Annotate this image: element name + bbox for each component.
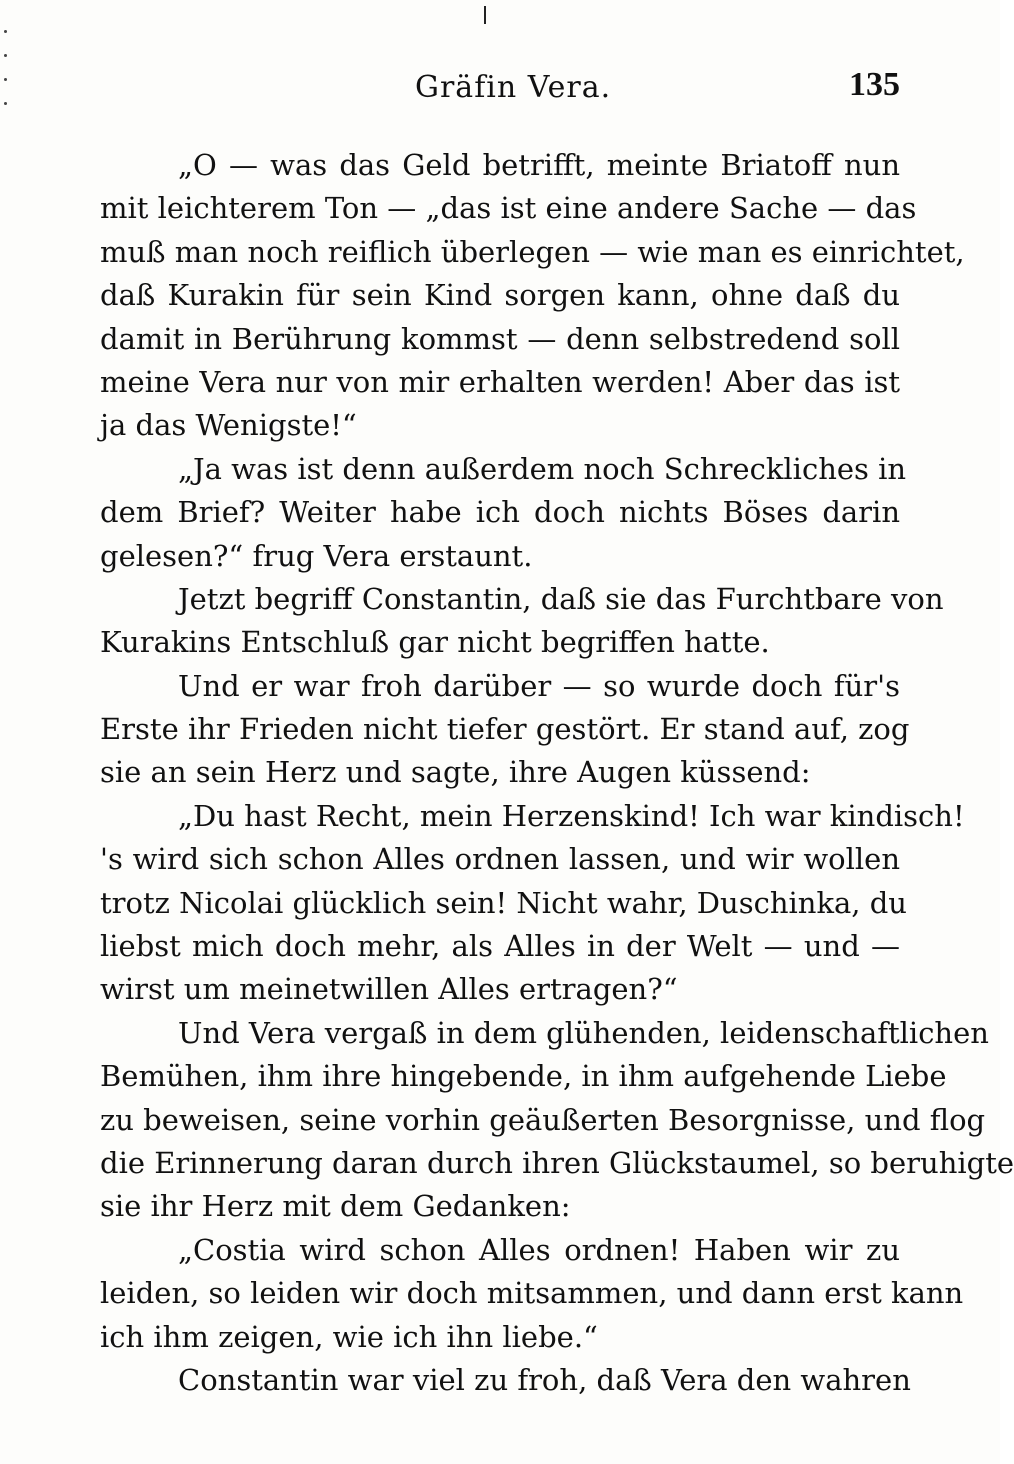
text-line: Constantin war viel zu froh, daß Vera den wahren [178,1362,911,1397]
text-line: „Costia wird schon Alles ordnen! Haben wir zu [178,1232,900,1267]
text-line: „Du hast Recht, mein Herzenskind! Ich war kindisch! [178,798,965,833]
left-margin-specks [0,0,12,140]
text-line: Bemühen, ihm ihre hingebende, in ihm aufgehende Liebe [100,1059,947,1094]
text-line: gelesen?“ frug Vera erstaunt. [100,538,533,573]
text-line: meine Vera nur von mir erhalten werden! Aber das ist [100,364,900,399]
text-line: zu beweisen, seine vorhin geäußerten Besorgnisse, und flog [100,1102,986,1137]
text-line: liebst mich doch mehr, als Alles in der Welt — und — [100,929,900,964]
text-line: mit leichterem Ton — „das ist eine andere Sache — das [100,191,917,226]
text-line: sie an sein Herz und sagte, ihre Augen küssend: [100,755,811,790]
text-line: sie ihr Herz mit dem Gedanken: [100,1189,571,1224]
text-line: dem Brief? Weiter habe ich doch nichts Böses darin [100,495,900,530]
text-line: ich ihm zeigen, wie ich ihn liebe.“ [100,1319,598,1354]
text-line: damit in Berührung kommst — denn selbstredend soll [100,321,900,356]
text-line: „Ja was ist denn außerdem noch Schreckliches in [178,451,907,486]
page-header [100,62,900,122]
text-line: die Erinnerung daran durch ihren Glückstaumel, so beruhigte [100,1145,1014,1180]
running-title: Gräfin Vera. [415,70,612,105]
text-line: wirst um meinetwillen Alles ertragen?“ [100,972,678,1007]
text-line: Und er war froh darüber — so wurde doch für's [178,668,900,703]
text-line: trotz Nicolai glücklich sein! Nicht wahr, Duschinka, du [100,885,907,920]
text-line: daß Kurakin für sein Kind sorgen kann, ohne daß du [100,278,900,313]
text-line: „O — was das Geld betrifft, meinte Briatoff nun [178,148,900,182]
text-line: leiden, so leiden wir doch mitsammen, und dann erst kann [100,1276,964,1311]
text-line: muß man noch reiflich überlegen — wie man es einrichtet, [100,234,965,269]
text-line: Und Vera vergaß in dem glühenden, leidenschaftlichen [178,1015,989,1050]
body-text [100,144,1014,1402]
page-number: 135 [849,66,900,103]
text-line: Jetzt begriff Constantin, daß sie das Furchtbare von [178,581,944,616]
text-line: 's wird sich schon Alles ordnen lassen, und wir wollen [100,842,900,877]
text-line: Erste ihr Frieden nicht tiefer gestört. Er stand auf, zog [100,712,910,747]
text-line: Kurakins Entschluß gar nicht begriffen hatte. [100,625,770,660]
text-line: ja das Wenigste!“ [100,408,357,443]
top-margin-tick [484,6,486,24]
